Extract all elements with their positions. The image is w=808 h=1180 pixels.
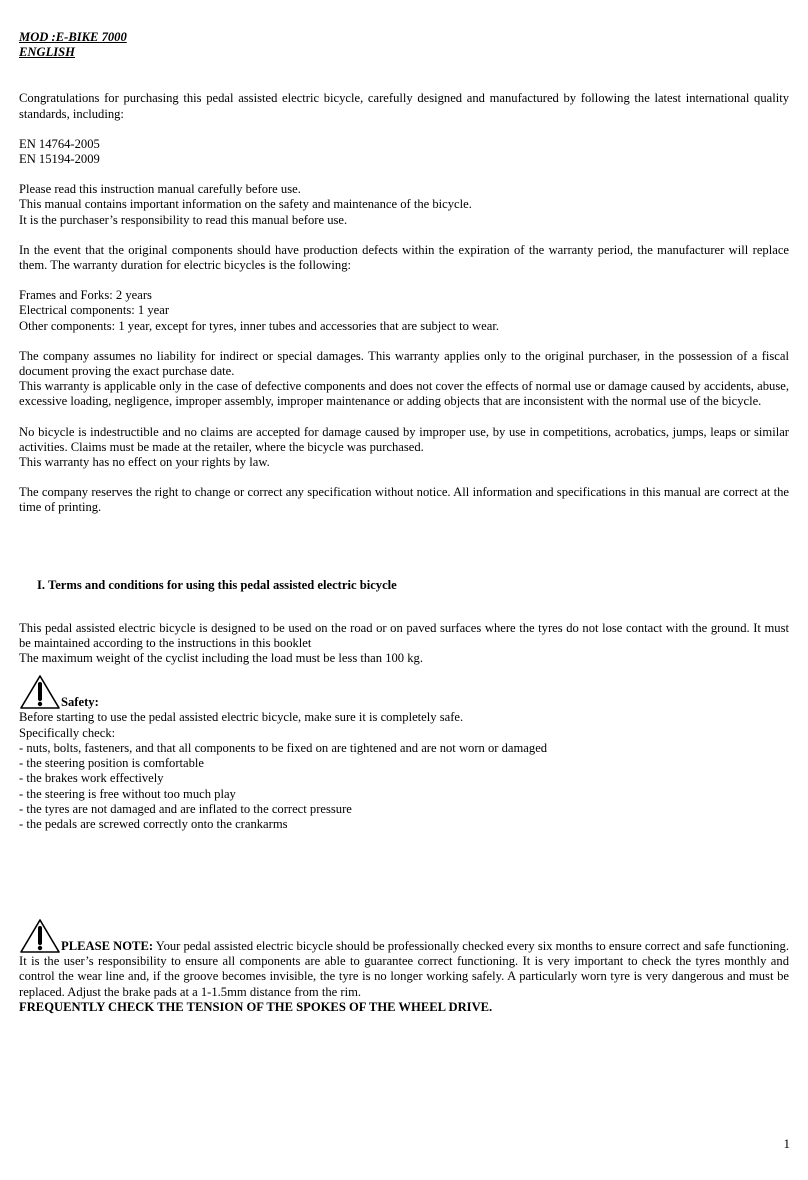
standard-item: EN 15194-2009 bbox=[19, 152, 100, 167]
warning-triangle-icon bbox=[19, 918, 61, 954]
reserves-paragraph: The company reserves the right to change or correct any specification without notice. All information and specifications in this manual are correct at the time of printing. bbox=[19, 485, 789, 515]
read-line: It is the purchaser’s responsibility to read this manual before use. bbox=[19, 212, 348, 227]
safety-label: Safety: bbox=[61, 695, 99, 710]
section-1-title: I. Terms and conditions for using this pedal assisted electric bicycle bbox=[37, 577, 397, 592]
standard-item: EN 14764-2005 bbox=[19, 136, 100, 151]
max-weight-line: The maximum weight of the cyclist including the load must be less than 100 kg. bbox=[19, 651, 423, 666]
read-line: This manual contains important information on the safety and maintenance of the bicycle. bbox=[19, 197, 472, 212]
safety-check-item: - the tyres are not damaged and are inflated to the correct pressure bbox=[19, 801, 352, 816]
note-text: Your pedal assisted electric bicycle should be professionally checked every six months to ensure correct and safe functioning. It is the user’s responsibility to ensure all components are able to guarantee correct functioning. It is very important to check the tyres monthly and control the wear line and, if the groove becomes invisible, the tyre is no longer working safely. A particularly worn tyre is very dangerous and must be replaced. Adjust the brake pads at a 1-1.5mm distance from the rim. bbox=[19, 938, 790, 999]
duration-item: Other components: 1 year, except for tyres, inner tubes and accessories that are subject to wear. bbox=[19, 318, 499, 333]
language-title: ENGLISH bbox=[19, 45, 75, 60]
warning-triangle-icon bbox=[19, 674, 61, 710]
note-paragraph bbox=[19, 918, 789, 1000]
safety-check-item: - the pedals are screwed correctly onto the crankarms bbox=[19, 816, 288, 831]
duration-item: Electrical components: 1 year bbox=[19, 303, 170, 318]
model-title: MOD :E-BIKE 7000 bbox=[19, 30, 127, 44]
congrats-paragraph: Congratulations for purchasing this pedal assisted electric bicycle, carefully designed and manufactured by following the latest international quality standards, including: bbox=[19, 91, 789, 121]
safety-heading bbox=[19, 674, 789, 710]
manual-page bbox=[19, 30, 789, 1015]
safety-check-item: - the steering position is comfortable bbox=[19, 756, 205, 771]
applicable-paragraph: This warranty is applicable only in the case of defective components and does not cover the effects of normal use or damage caused by accidents, abuse, excessive loading, negligence, improper assembly, improper maintenance or adding objects that are inconsistent with the normal use of the bicycle. bbox=[19, 379, 789, 409]
safety-check-item: - the steering is free without too much play bbox=[19, 786, 236, 801]
spokes-warning: FREQUENTLY CHECK THE TENSION OF THE SPOKES OF THE WHEEL DRIVE. bbox=[19, 999, 493, 1014]
indestructible-paragraph: No bicycle is indestructible and no claims are accepted for damage caused by improper use, by use in competitions, acrobatics, jumps, leaps or similar activities. Claims must be made at the retailer, where the bicycle was purchased. bbox=[19, 424, 789, 454]
designed-paragraph: This pedal assisted electric bicycle is designed to be used on the road or on paved surfaces where the tyres do not lose contact with the ground. It must be maintained according to the instructions in this booklet bbox=[19, 620, 789, 651]
safety-check-item: - nuts, bolts, fasteners, and that all components to be fixed on are tightened and are not worn or damaged bbox=[19, 740, 548, 755]
safety-specifically: Specifically check: bbox=[19, 725, 116, 740]
warranty-event-paragraph: In the event that the original components should have production defects within the expiration of the warranty period, the manufacturer will replace them. The warranty duration for electric bicycles is the following: bbox=[19, 242, 789, 273]
duration-item: Frames and Forks: 2 years bbox=[19, 288, 152, 303]
liability-paragraph: The company assumes no liability for indirect or special damages. This warranty applies only to the original purchaser, in the possession of a fiscal document proving the exact purchase date. bbox=[19, 348, 789, 379]
note-label: PLEASE NOTE: bbox=[61, 938, 154, 953]
no-effect-line: This warranty has no effect on your rights by law. bbox=[19, 455, 270, 470]
safety-before: Before starting to use the pedal assisted electric bicycle, make sure it is completely safe. bbox=[19, 710, 464, 725]
safety-check-item: - the brakes work effectively bbox=[19, 771, 164, 786]
page-number: 1 bbox=[783, 1136, 790, 1151]
read-line: Please read this instruction manual carefully before use. bbox=[19, 182, 301, 197]
